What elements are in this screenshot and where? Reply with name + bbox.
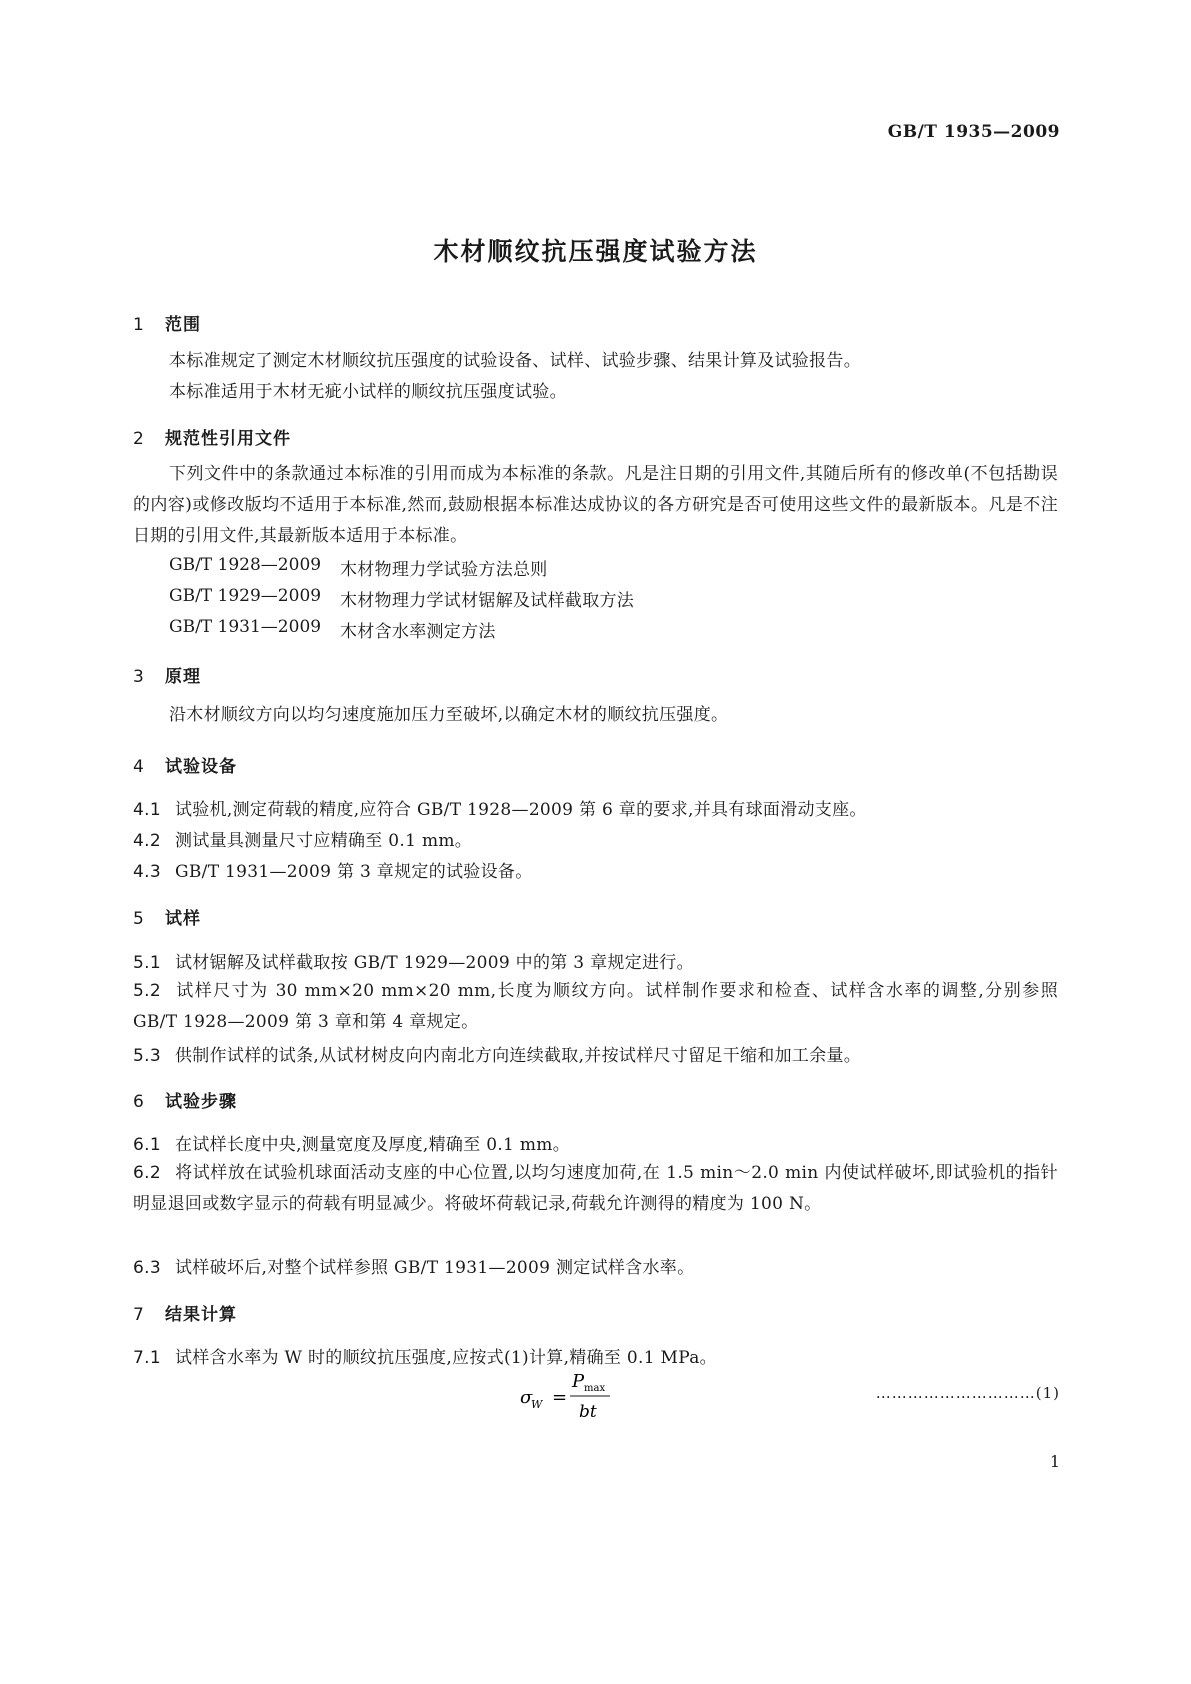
paragraph: 本标准适用于木材无疵小试样的顺纹抗压强度试验。 [169,382,567,402]
formula-equals: = [552,1387,568,1408]
section-title: 试验步骤 [165,1092,237,1112]
clause-number: 5.3 [133,1046,161,1066]
reference-title: 木材物理力学试验方法总则 [340,560,548,580]
section-2-heading [133,424,291,449]
page-number: 1 [1049,1452,1060,1471]
clause-number: 4.3 [133,862,161,882]
clause [133,1130,570,1155]
section-title: 原理 [165,667,201,687]
clause-text: 试材锯解及试样截取按 GB/T 1929—2009 中的第 3 章规定进行。 [175,953,694,973]
clause-text: 试验机,测定荷载的精度,应符合 GB/T 1928—2009 第 6 章的要求,并具有球面滑动支座。 [175,800,867,820]
clause-text: 供制作试样的试条,从试材树皮向内南北方向连续截取,并按试样尺寸留足干缩和加工余量。 [175,1046,862,1066]
clause-text: 在试样长度中央,测量宽度及厚度,精确至 0.1 mm。 [175,1135,570,1155]
clause-text: 将试样放在试验机球面活动支座的中心位置,以均匀速度加荷,在 1.5 min～2.0 min 内使试样破坏,即试验机的指针明显退回或数字显示的荷载有明显减少。将破坏荷载记录,荷载允许测得的精度为 100 N。 [133,1163,1058,1214]
clause [133,1041,861,1066]
clause [133,795,867,820]
reference-code: GB/T 1929—2009 [169,586,322,606]
clause-text: 测试量具测量尺寸应精确至 0.1 mm。 [175,831,473,851]
section-title: 规范性引用文件 [165,429,291,449]
clause-number: 6.2 [133,1163,161,1183]
section-number: 4 [133,757,145,777]
section-5-heading [133,904,201,929]
paragraph: 下列文件中的条款通过本标准的引用而成为本标准的条款。凡是注日期的引用文件,其随后所有的修改单(不包括勘误的内容)或修改版均不适用于本标准,然而,鼓励根据本标准达成协议的各方研究是否可使用这些文件的最新版本。凡是不注日期的引用文件,其最新版本适用于本标准。 [133,464,1058,546]
reference-code: GB/T 1931—2009 [169,617,322,637]
section-title: 结果计算 [165,1305,237,1325]
formula-lhs-subscript: W [531,1398,543,1411]
clause-text: 试样破坏后,对整个试样参照 GB/T 1931—2009 测定试样含水率。 [175,1258,695,1278]
reference-code: GB/T 1928—2009 [169,555,322,575]
section-number: 3 [133,667,145,687]
clause-text: 试样尺寸为 30 mm×20 mm×20 mm,长度为顺纹方向。试样制作要求和检查、试样含水率的调整,分别参照 GB/T 1928—2009 第 3 章和第 4 章规定。 [133,981,1058,1032]
section-number: 7 [133,1305,145,1325]
document-title: 木材顺纹抗压强度试验方法 [433,237,758,266]
section-1-heading [133,310,201,335]
clause [133,1158,1058,1220]
section-number: 1 [133,315,145,335]
section-number: 2 [133,429,145,449]
section-7-heading [133,1300,237,1325]
section-3-heading [133,662,201,687]
section-number: 6 [133,1092,145,1112]
clause-number: 4.2 [133,831,161,851]
paragraph: 本标准规定了测定木材顺纹抗压强度的试验设备、试样、试验步骤、结果计算及试验报告。 [169,351,861,371]
formula-numerator: P [572,1371,585,1392]
clause-number: 6.3 [133,1258,161,1278]
formula-numerator-subscript: max [584,1383,606,1394]
clause-number: 5.1 [133,953,161,973]
reference-title: 木材物理力学试材锯解及试样截取方法 [340,591,635,611]
clause [133,976,1058,1038]
clause-number: 4.1 [133,800,161,820]
clause-number: 5.2 [133,981,161,1001]
reference-title: 木材含水率测定方法 [340,622,496,642]
formula [520,1365,720,1425]
clause-text: GB/T 1931—2009 第 3 章规定的试验设备。 [175,862,533,882]
formula-lhs: σ [520,1387,533,1408]
clause-number: 6.1 [133,1135,161,1155]
clause [133,857,533,882]
section-number: 5 [133,909,145,929]
section-title: 范围 [165,315,201,335]
formula-denominator: bt [579,1402,597,1422]
clause [133,948,694,973]
clause [133,826,472,851]
section-title: 试验设备 [165,757,237,777]
standard-number: GB/T 1935—2009 [887,122,1060,142]
clause-number: 7.1 [133,1348,161,1368]
clause [133,1253,694,1278]
paragraph: 沿木材顺纹方向以均匀速度施加压力至破坏,以确定木材的顺纹抗压强度。 [169,705,729,725]
section-4-heading [133,752,237,777]
section-title: 试样 [165,909,201,929]
section-6-heading [133,1087,237,1112]
formula-label: …………………………(1) [875,1384,1060,1402]
clause-text: 试样含水率为 W 时的顺纹抗压强度,应按式(1)计算,精确至 0.1 MPa。 [175,1348,717,1368]
